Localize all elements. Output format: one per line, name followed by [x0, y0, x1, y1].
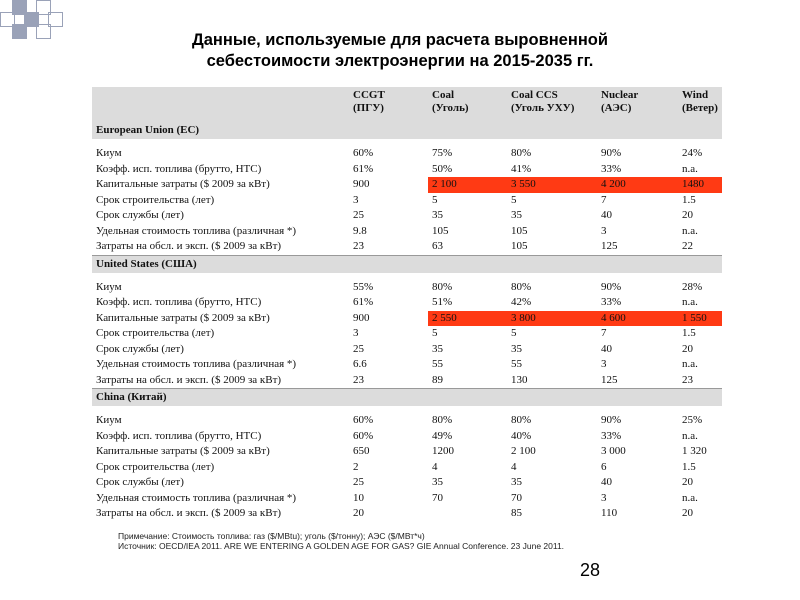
row-label: Капитальные затраты ($ 2009 за кВт)	[96, 311, 270, 324]
table-row	[92, 208, 722, 224]
table-cell: 1.5	[682, 193, 696, 206]
table-cell: 900	[353, 311, 370, 324]
spacer-cell	[92, 406, 722, 413]
table-cell: 5	[432, 193, 438, 206]
table-cell: 5	[511, 193, 517, 206]
table-cell: 80%	[432, 280, 453, 293]
table-cell: 3	[353, 327, 359, 340]
table-cell: 89	[432, 373, 443, 386]
table-cell: 24%	[682, 147, 703, 160]
slide-title-line: Данные, используемые для расчета выровненной	[191, 31, 609, 49]
table-cell: 20	[682, 209, 693, 222]
table-cell: 2	[353, 460, 359, 473]
table-cell: 90%	[601, 414, 622, 427]
page-number: 28	[580, 560, 601, 580]
table-cell: 80%	[511, 280, 532, 293]
table-cell: 50%	[432, 162, 453, 175]
table-cell: 85	[511, 507, 522, 520]
table-cell: 3	[601, 224, 607, 237]
row-label: Капитальные затраты ($ 2009 за кВт)	[96, 445, 270, 458]
header-col-coal: Coal (Уголь)	[428, 87, 507, 122]
table-cell: 61%	[353, 296, 374, 309]
table-cell	[428, 506, 507, 522]
table-cell: 40%	[511, 429, 532, 442]
slide-title	[120, 30, 680, 72]
region-header-row	[92, 389, 722, 407]
table-cell: 650	[353, 445, 370, 458]
table-cell: 1200	[432, 445, 454, 458]
table-cell: 1 320	[682, 445, 707, 458]
levelized-cost-table	[92, 87, 722, 522]
footnote	[118, 531, 718, 551]
footnote-line: Примечание: Стоимость топлива: газ ($/MBtu); уголь ($/тонну); АЭС ($/МВт*ч)	[118, 531, 425, 541]
slide-title-line: себестоимости электроэнергии на 2015-2035 гг.	[206, 52, 594, 70]
table-cell: n.a.	[682, 296, 698, 309]
header-col-coal-ccs: Coal CCS (Уголь УХУ)	[507, 87, 597, 122]
row-label: Срок службы (лет)	[96, 476, 184, 489]
table-cell: 22	[682, 240, 693, 253]
table-cell: 1.5	[682, 327, 696, 340]
table-cell: 55	[511, 358, 522, 371]
table-row	[92, 295, 722, 311]
table-cell: 20	[682, 476, 693, 489]
table-cell: n.a.	[682, 162, 698, 175]
table-cell: 4 600	[597, 311, 678, 327]
footnote-line: Источник: OECD/IEA 2011. ARE WE ENTERING A GOLDEN AGE FOR GAS? GIE Annual Conference. 23 June 2011.	[118, 541, 565, 551]
table-cell: 55	[432, 358, 443, 371]
table-cell: 61%	[353, 162, 374, 175]
table-cell: 20	[682, 507, 693, 520]
table-cell: 4	[511, 460, 517, 473]
table-cell: 1480	[678, 177, 722, 193]
table-body	[92, 122, 722, 522]
table-row	[92, 224, 722, 240]
spacer-cell	[92, 273, 722, 280]
table-cell: 28%	[682, 280, 703, 293]
table-cell: 35	[432, 209, 443, 222]
table-cell: 35	[511, 476, 522, 489]
table-cell: 90%	[601, 280, 622, 293]
table-cell: 25%	[682, 414, 703, 427]
table-cell: 105	[511, 240, 528, 253]
table-cell: n.a.	[682, 429, 698, 442]
table-header-row	[92, 87, 722, 122]
row-label: Удельная стоимость топлива (различная *)	[96, 358, 297, 371]
row-label: Затраты на обсл. и эксп. ($ 2009 за кВт)	[96, 240, 282, 253]
table-cell: 1.5	[682, 460, 696, 473]
spacer-row	[92, 406, 722, 413]
table-cell: 2 100	[511, 445, 536, 458]
table-cell: 51%	[432, 296, 453, 309]
table-cell: 7	[601, 327, 607, 340]
decor-square	[12, 24, 27, 39]
region-header-row	[92, 255, 722, 273]
region-name: United States (США)	[92, 255, 722, 273]
table-cell: 6.6	[353, 358, 367, 371]
row-label: Удельная стоимость топлива (различная *)	[96, 224, 297, 237]
table-row	[92, 460, 722, 476]
table-row	[92, 342, 722, 358]
table-cell: 3	[353, 193, 359, 206]
table-cell: 900	[353, 178, 370, 191]
table-row	[92, 506, 722, 522]
table-cell: 6	[601, 460, 607, 473]
table-cell: 23	[353, 373, 364, 386]
table-cell: 125	[601, 373, 618, 386]
table-cell: 60%	[353, 429, 374, 442]
table-cell: 5	[511, 327, 517, 340]
row-label: Коэфф. исп. топлива (брутто, НТС)	[96, 429, 262, 442]
table-row	[92, 177, 722, 193]
table-cell: n.a.	[682, 491, 698, 504]
row-label: Затраты на обсл. и эксп. ($ 2009 за кВт)	[96, 507, 282, 520]
table-cell: 20	[682, 342, 693, 355]
table-cell: 70	[432, 491, 443, 504]
table-cell: 80%	[432, 414, 453, 427]
row-label: Киум	[96, 147, 122, 160]
row-label: Срок строительства (лет)	[96, 327, 215, 340]
spacer-row	[92, 273, 722, 280]
table-cell: 3 000	[601, 445, 626, 458]
table-cell: 20	[353, 507, 364, 520]
table-cell: 3	[601, 491, 607, 504]
table-cell: 3 550	[507, 177, 597, 193]
table-cell: 80%	[511, 414, 532, 427]
decor-square	[36, 24, 51, 39]
table-cell: 105	[432, 224, 449, 237]
table-row	[92, 357, 722, 373]
header-empty-cell	[92, 87, 349, 122]
table-row	[92, 491, 722, 507]
table-row	[92, 311, 722, 327]
table-cell: 35	[511, 342, 522, 355]
row-label: Срок строительства (лет)	[96, 193, 215, 206]
row-label: Коэфф. исп. топлива (брутто, НТС)	[96, 296, 262, 309]
table-cell: 42%	[511, 296, 532, 309]
table-cell: 9.8	[353, 224, 367, 237]
table-cell: 25	[353, 476, 364, 489]
table-cell: 2 550	[428, 311, 507, 327]
table-cell: 75%	[432, 147, 453, 160]
table-row	[92, 193, 722, 209]
table-cell: 23	[353, 240, 364, 253]
header-col-ccgt: CCGT (ПГУ)	[349, 87, 428, 122]
table-cell: 25	[353, 342, 364, 355]
table-row	[92, 413, 722, 429]
table-cell: 80%	[511, 147, 532, 160]
row-label: Срок службы (лет)	[96, 342, 184, 355]
table-cell: 3	[601, 358, 607, 371]
table-cell: 60%	[353, 147, 374, 160]
table-cell: 60%	[353, 414, 374, 427]
table-cell: 1 550	[678, 311, 722, 327]
data-table-container	[92, 87, 722, 549]
table-cell: 4	[432, 460, 438, 473]
table-cell: 130	[511, 373, 528, 386]
row-label: Срок службы (лет)	[96, 209, 184, 222]
table-row	[92, 162, 722, 178]
row-label: Коэфф. исп. топлива (брутто, НТС)	[96, 162, 262, 175]
table-cell: 70	[511, 491, 522, 504]
row-label: Киум	[96, 280, 122, 293]
table-row	[92, 146, 722, 162]
header-col-nuclear: Nuclear (АЭС)	[597, 87, 678, 122]
table-cell: 110	[601, 507, 618, 520]
table-row	[92, 444, 722, 460]
table-cell: 125	[601, 240, 618, 253]
row-label: Капитальные затраты ($ 2009 за кВт)	[96, 178, 270, 191]
table-cell: 105	[511, 224, 528, 237]
table-cell: 49%	[432, 429, 453, 442]
table-cell: 10	[353, 491, 364, 504]
table-cell: 3 800	[507, 311, 597, 327]
table-row	[92, 326, 722, 342]
table-cell: 55%	[353, 280, 374, 293]
row-label: Затраты на обсл. и эксп. ($ 2009 за кВт)	[96, 373, 282, 386]
region-header-row	[92, 122, 722, 139]
table-cell: 35	[432, 476, 443, 489]
row-label: Киум	[96, 414, 122, 427]
row-label: Срок строительства (лет)	[96, 460, 215, 473]
table-cell: 23	[682, 373, 693, 386]
row-label: Удельная стоимость топлива (различная *)	[96, 491, 297, 504]
spacer-row	[92, 139, 722, 146]
table-cell: 35	[432, 342, 443, 355]
table-cell: 40	[601, 476, 612, 489]
spacer-cell	[92, 139, 722, 146]
table-cell: 2 100	[428, 177, 507, 193]
table-row	[92, 373, 722, 389]
table-row	[92, 280, 722, 296]
header-col-wind: Wind (Ветер)	[678, 87, 722, 122]
region-name: European Union (ЕС)	[92, 122, 722, 139]
table-cell: 33%	[601, 296, 622, 309]
table-cell: 7	[601, 193, 607, 206]
table-cell: 25	[353, 209, 364, 222]
table-row	[92, 429, 722, 445]
table-cell: n.a.	[682, 224, 698, 237]
table-cell: 33%	[601, 162, 622, 175]
table-cell: n.a.	[682, 358, 698, 371]
table-cell: 41%	[511, 162, 532, 175]
table-cell: 33%	[601, 429, 622, 442]
region-name: China (Китай)	[92, 389, 722, 407]
table-row	[92, 475, 722, 491]
table-row	[92, 239, 722, 255]
table-cell: 90%	[601, 147, 622, 160]
table-cell: 40	[601, 342, 612, 355]
table-cell: 40	[601, 209, 612, 222]
table-cell: 63	[432, 240, 443, 253]
table-cell: 5	[432, 327, 438, 340]
table-cell: 35	[511, 209, 522, 222]
table-cell: 4 200	[597, 177, 678, 193]
